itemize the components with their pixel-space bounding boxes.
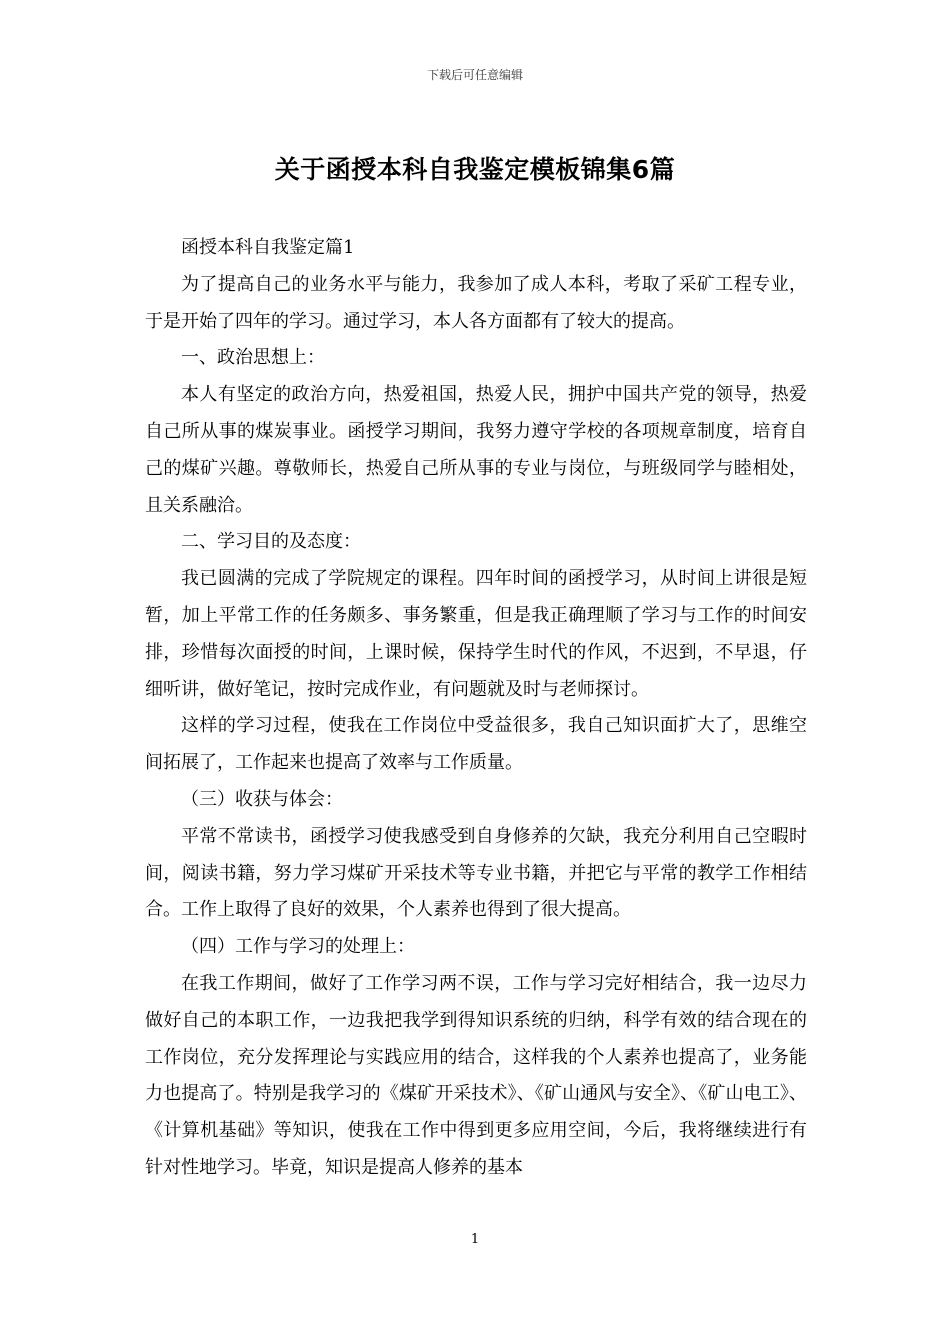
paragraph: 平常不常读书，函授学习使我感受到自身修养的欠缺，我充分利用自己空暇时间，阅读书籍，努力学习煤矿开采技术等专业书籍，并把它与平常的教学工作相结合。工作上取得了良好的效果，个人素养也得到了很大提高。 <box>145 825 807 921</box>
paragraph: 为了提高自己的业务水平与能力，我参加了成人本科，考取了采矿工程专业，于是开始了四年的学习。通过学习，本人各方面都有了较大的提高。 <box>145 273 807 332</box>
subsection-heading: （三）收获与体会： <box>181 788 343 810</box>
document-title: 关于函授本科自我鉴定模板锦集6篇 <box>274 155 676 184</box>
header-note: 下载后可任意编辑 <box>426 68 523 82</box>
paragraph: 我已圆满的完成了学院规定的课程。四年时间的函授学习，从时间上讲很是短暂，加上平常工作的任务颇多、事务繁重，但是我正确理顺了学习与工作的时间安排，珍惜每次面授的时间，上课时候，保持学生时代的作风，不迟到，不早退，仔细听讲，做好笔记，按时完成作业，有问题就及时与老师探讨。 <box>145 568 807 700</box>
paragraph: 本人有坚定的政治方向，热爱祖国，热爱人民，拥护中国共产党的领导，热爱自己所从事的煤炭事业。函授学习期间，我努力遵守学校的各项规章制度，培育自己的煤矿兴趣。尊敬师长，热爱自己所从事的专业与岗位，与班级同学与睦相处，且关系融洽。 <box>145 384 807 516</box>
document-body <box>145 230 807 1187</box>
paragraph: 在我工作期间，做好了工作学习两不误，工作与学习完好相结合，我一边尽力做好自己的本职工作，一边我把我学到得知识系统的归纳，科学有效的结合现在的工作岗位，充分发挥理论与实践应用的结合，这样我的个人素养也提高了，业务能力也提高了。特别是我学习的《煤矿开采技术》、《矿山通风与安全》、《矿山电工》、《计算机基础》等知识，使我在工作中得到更多应用空间，今后，我将继续进行有针对性地学习。毕竟，知识是提高人修养的基本 <box>145 972 807 1178</box>
paragraph: 这样的学习过程，使我在工作岗位中受益很多，我自己知识面扩大了，思维空间拓展了，工作起来也提高了效率与工作质量。 <box>145 715 807 774</box>
page-number: 1 <box>470 1232 480 1247</box>
subsection-heading: 二、学习目的及态度： <box>181 531 361 553</box>
section-heading: 函授本科自我鉴定篇1 <box>181 237 355 258</box>
subsection-heading: 一、政治思想上： <box>181 347 325 369</box>
subsection-heading: （四）工作与学习的处理上： <box>181 936 415 958</box>
